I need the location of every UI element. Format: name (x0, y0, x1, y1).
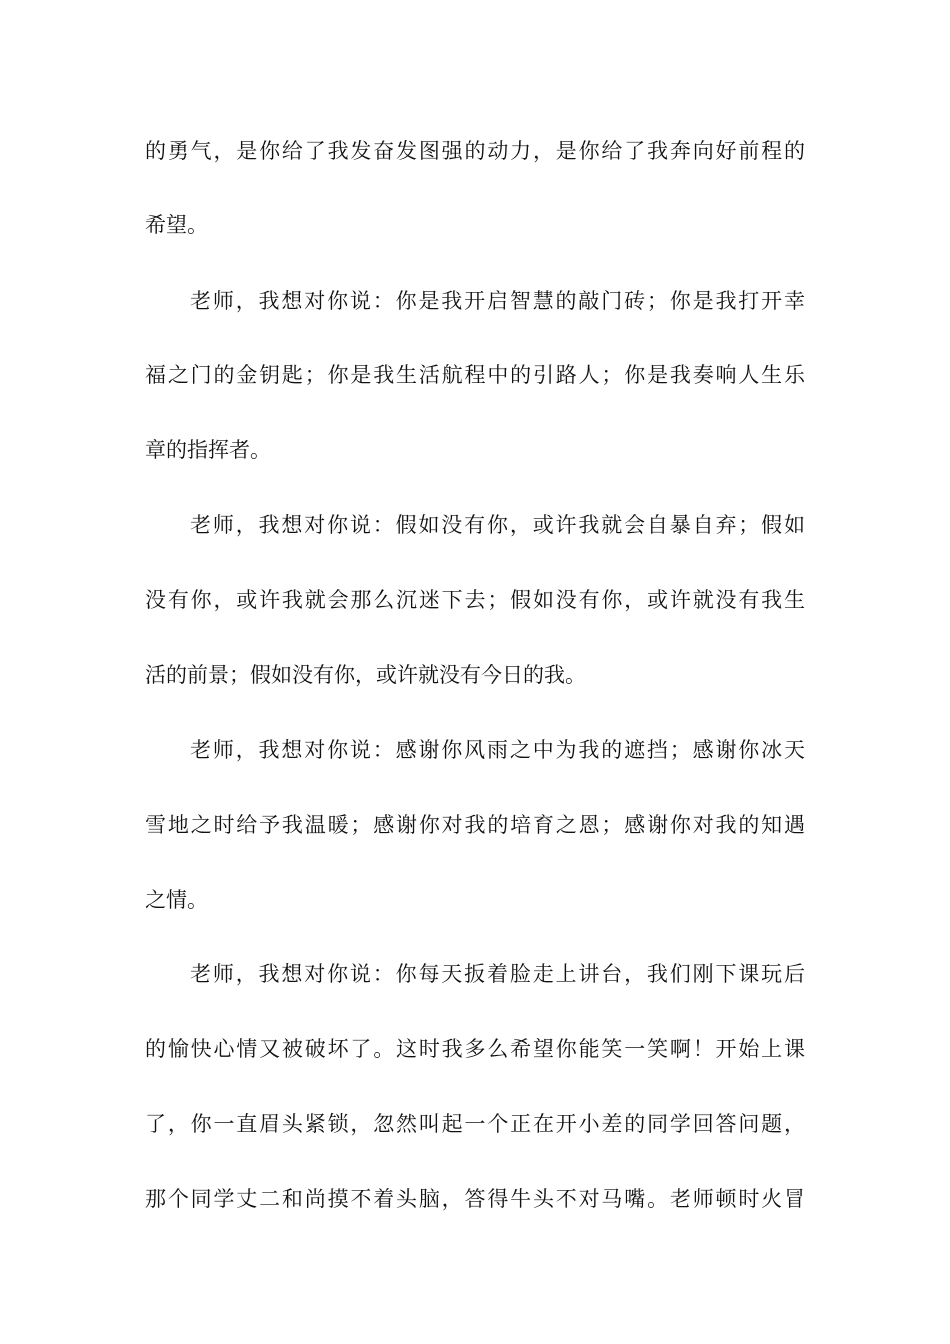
text-line: 没有你，或许我就会那么沉迷下去；假如没有你，或许就没有我生 (145, 588, 805, 612)
text-line: 雪地之时给予我温暖；感谢你对我的培育之恩；感谢你对我的知遇 (145, 813, 805, 837)
text-line: 了，你一直眉头紧锁，忽然叫起一个正在开小差的同学回答问题， (145, 1112, 805, 1136)
text-line: 那个同学丈二和尚摸不着头脑，答得牛头不对马嘴。老师顿时火冒 (145, 1187, 805, 1211)
text-line: 的愉快心情又被破坏了。这时我多么希望你能笑一笑啊！开始上课 (145, 1037, 805, 1061)
text-line: 的勇气，是你给了我发奋发图强的动力，是你给了我奔向好前程的 (145, 139, 805, 163)
paragraph-first-line: 老师，我想对你说：假如没有你，或许我就会自暴自弃；假如 (190, 513, 805, 537)
text-line: 章的指挥者。 (145, 438, 271, 462)
paragraph-first-line: 老师，我想对你说：你是我开启智慧的敲门砖；你是我打开幸 (190, 289, 805, 313)
paragraph-first-line: 老师，我想对你说：感谢你风雨之中为我的遮挡；感谢你冰天 (190, 738, 805, 762)
text-line: 希望。 (145, 213, 208, 237)
text-line: 活的前景；假如没有你，或许就没有今日的我。 (145, 663, 586, 687)
text-line: 之情。 (145, 888, 208, 912)
paragraph-first-line: 老师，我想对你说：你每天扳着脸走上讲台，我们刚下课玩后 (190, 962, 805, 986)
text-line: 福之门的金钥匙；你是我生活航程中的引路人；你是我奏响人生乐 (145, 363, 805, 387)
